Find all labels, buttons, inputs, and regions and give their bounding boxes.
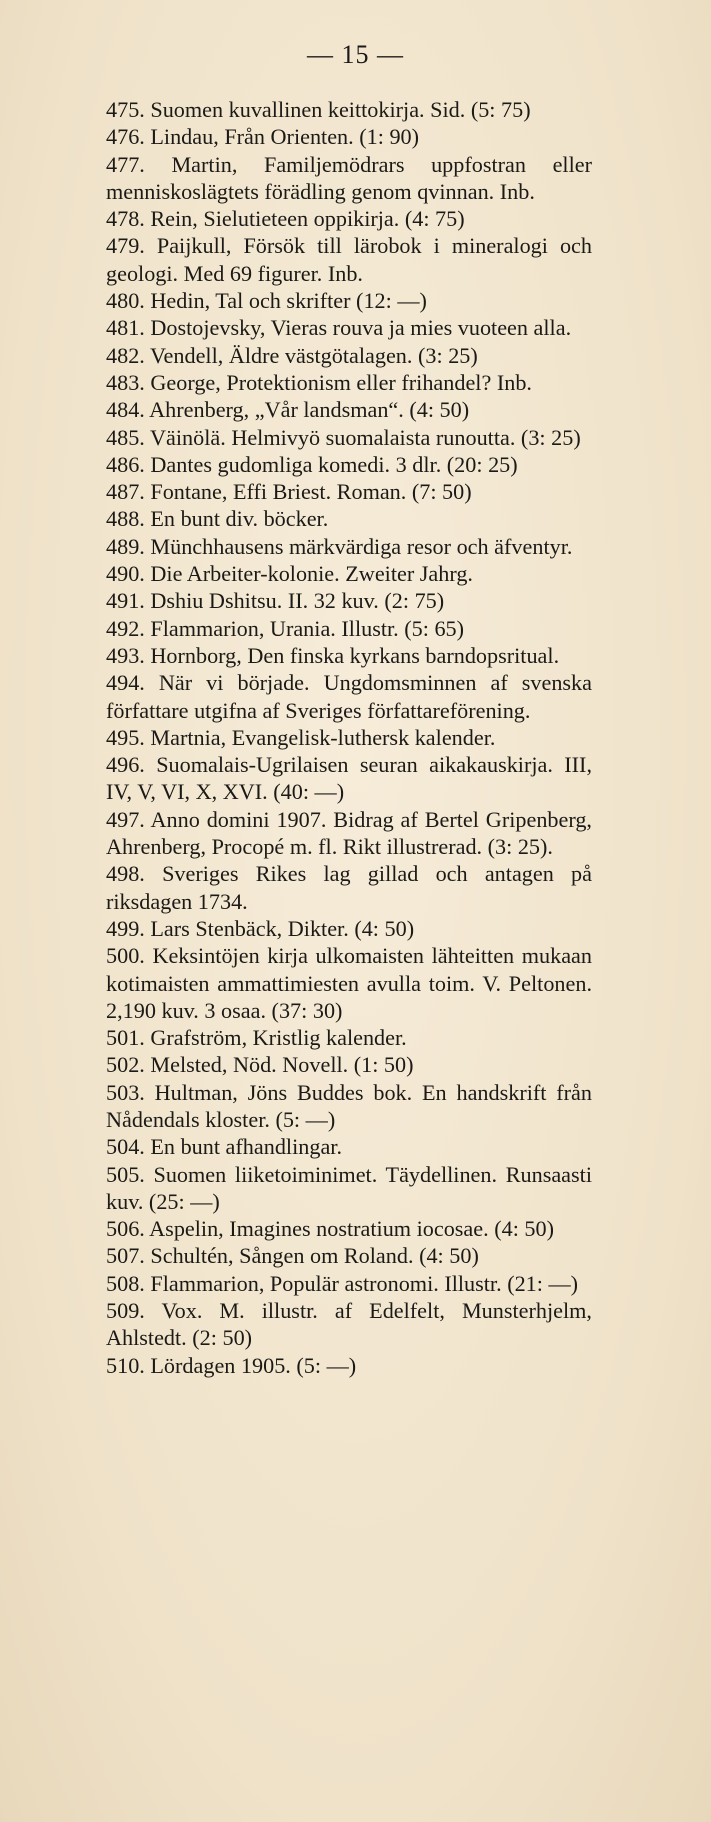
entry-text: Lördagen 1905. (5: —) <box>150 1352 357 1378</box>
entry-text: Flammarion, Urania. Illustr. (5: 65) <box>150 615 465 641</box>
list-item <box>106 1079 592 1134</box>
entry-number: 476. <box>106 124 145 150</box>
list-item <box>106 424 592 451</box>
entry-number: 478. <box>106 206 145 232</box>
entry-number: 477. <box>106 151 145 177</box>
entry-text: Rein, Sielutieteen oppikirja. (4: 75) <box>150 206 465 232</box>
entry-text: Sveriges Rikes lag gillad och antagen på riksdagen 1734. <box>106 861 592 914</box>
entry-text: Dshiu Dshitsu. II. 32 kuv. (2: 75) <box>150 588 445 614</box>
entry-number: 502. <box>106 1052 145 1078</box>
entry-text: Suomen kuvallinen keittokirja. Sid. (5: 75) <box>150 97 531 122</box>
entry-text: Hultman, Jöns Buddes bok. En handskrift från Nådendals kloster. (5: —) <box>106 1079 592 1132</box>
entry-number: 485. <box>106 424 145 450</box>
entry-number: 492. <box>106 615 145 641</box>
entry-number: 486. <box>106 451 145 477</box>
list-item <box>106 1270 592 1297</box>
list-item <box>106 533 592 560</box>
entry-text: Väinölä. Helmivyö suomalaista runoutta. (3: 25) <box>149 424 581 450</box>
entry-text: Martnia, Evangelisk-luthersk kalender. <box>150 724 496 750</box>
list-item <box>106 451 592 478</box>
entry-number: 484. <box>106 397 145 423</box>
list-item <box>106 669 592 724</box>
list-item <box>106 806 592 861</box>
entry-number: 493. <box>106 642 145 668</box>
list-item <box>106 151 592 206</box>
list-item <box>106 505 592 532</box>
list-item <box>106 369 592 396</box>
list-item <box>106 1133 592 1160</box>
entry-text: George, Protektionism eller frihandel? Inb. <box>150 369 532 395</box>
entry-number: 488. <box>106 506 145 532</box>
entry-text: När vi började. Ungdomsminnen af svenska författare utgifna af Sveriges författareförening. <box>106 670 593 723</box>
list-item <box>106 642 592 669</box>
list-item <box>106 205 592 232</box>
entry-number: 479. <box>106 233 145 259</box>
entry-number: 510. <box>106 1352 145 1378</box>
entry-number: 483. <box>106 369 145 395</box>
entry-number: 495. <box>106 724 145 750</box>
entry-number: 489. <box>106 533 145 559</box>
entry-text: Vox. M. illustr. af Edelfelt, Munsterhjelm, Ahlstedt. (2: 50) <box>106 1298 592 1351</box>
list-item <box>106 232 592 287</box>
list-item <box>106 942 592 1024</box>
entry-number: 505. <box>106 1161 145 1187</box>
list-item <box>106 560 592 587</box>
list-item <box>106 615 592 642</box>
list-item <box>106 915 592 942</box>
entry-text: Ahrenberg, „Vår landsman“. (4: 50) <box>149 397 470 423</box>
list-item <box>106 724 592 751</box>
list-item <box>106 1161 592 1216</box>
entry-text: Die Arbeiter-kolonie. Zweiter Jahrg. <box>150 561 473 587</box>
entry-text: Fontane, Effi Briest. Roman. (7: 50) <box>150 479 472 505</box>
list-item <box>106 751 592 806</box>
list-item <box>106 1242 592 1269</box>
list-item <box>106 1215 592 1242</box>
entry-number: 498. <box>106 861 145 887</box>
entry-text: Melsted, Nöd. Novell. (1: 50) <box>150 1052 414 1078</box>
entry-text: Lars Stenbäck, Dikter. (4: 50) <box>150 915 415 941</box>
list-item <box>106 96 592 123</box>
entry-text: Keksintöjen kirja ulkomaisten lähteitten mukaan kotimaisten ammattimiesten avulla toim. V. Peltonen. 2,190 kuv. 3 osaa. (37: 30) <box>106 943 592 1023</box>
entry-number: 480. <box>106 288 145 314</box>
entry-number: 504. <box>106 1134 145 1160</box>
list-item <box>106 1051 592 1078</box>
list-item <box>106 1297 592 1352</box>
entry-text: Hedin, Tal och skrifter (12: —) <box>150 288 427 314</box>
entry-text: Grafström, Kristlig kalender. <box>150 1025 407 1051</box>
list-item <box>106 587 592 614</box>
entry-text: Hornborg, Den finska kyrkans barndopsritual. <box>150 642 560 668</box>
list-item <box>106 123 592 150</box>
list-item <box>106 1024 592 1051</box>
entry-text: Schultén, Sången om Roland. (4: 50) <box>150 1243 479 1269</box>
entry-number: 475. <box>106 97 145 122</box>
entry-number: 494. <box>106 670 145 696</box>
entry-text: Flammarion, Populär astronomi. Illustr. (21: —) <box>150 1270 579 1296</box>
entry-text: Suomalais-Ugrilaisen seuran aikakauskirja. III, IV, V, VI, X, XVI. (40: —) <box>106 752 592 805</box>
entry-text: Lindau, Från Orienten. (1: 90) <box>150 124 420 150</box>
entry-number: 508. <box>106 1270 145 1296</box>
entry-number: 490. <box>106 561 145 587</box>
entry-text: Aspelin, Imagines nostratium iocosae. (4: 50) <box>149 1216 554 1242</box>
page-number: — 15 — <box>307 40 404 69</box>
entry-number: 481. <box>106 315 145 341</box>
entry-text: Vendell, Äldre västgötalagen. (3: 25) <box>149 342 478 368</box>
entry-text: Suomen liiketoiminimet. Täydellinen. Runsaasti kuv. (25: —) <box>106 1161 592 1214</box>
entry-number: 496. <box>106 752 145 778</box>
list-item <box>106 342 592 369</box>
entry-number: 487. <box>106 479 145 505</box>
entry-number: 501. <box>106 1025 145 1051</box>
entry-number: 499. <box>106 915 145 941</box>
entry-text: Paijkull, Försök till lärobok i mineralogi och geologi. Med 69 figurer. Inb. <box>106 233 592 286</box>
entry-text: Dostojevsky, Vieras rouva ja mies vuoteen alla. <box>150 315 572 341</box>
entry-number: 491. <box>106 588 145 614</box>
entry-number: 503. <box>106 1079 145 1105</box>
entry-text: Anno domini 1907. Bidrag af Bertel Gripenberg, Ahrenberg, Procopé m. fl. Rikt illustrerad. (3: 25). <box>106 806 592 860</box>
entry-number: 506. <box>106 1216 145 1242</box>
entry-text: Dantes gudomliga komedi. 3 dlr. (20: 25) <box>150 451 518 477</box>
entry-number: 497. <box>106 806 145 832</box>
entry-number: 509. <box>106 1298 145 1324</box>
entry-text: En bunt afhandlingar. <box>150 1134 343 1160</box>
list-item <box>106 287 592 314</box>
entry-number: 507. <box>106 1243 145 1269</box>
entry-list <box>106 96 592 1379</box>
list-item <box>106 1352 592 1379</box>
entry-number: 482. <box>106 342 145 368</box>
entry-text: Münchhausens märkvärdiga resor och äfventyr. <box>150 533 573 559</box>
list-item <box>106 396 592 423</box>
list-item <box>106 860 592 915</box>
entry-text: Martin, Familjemödrars uppfostran eller menniskoslägtets förädling genom qvinnan. Inb. <box>106 151 592 204</box>
entry-number: 500. <box>106 943 145 969</box>
list-item <box>106 314 592 341</box>
list-item <box>106 478 592 505</box>
entry-text: En bunt div. böcker. <box>150 506 329 532</box>
